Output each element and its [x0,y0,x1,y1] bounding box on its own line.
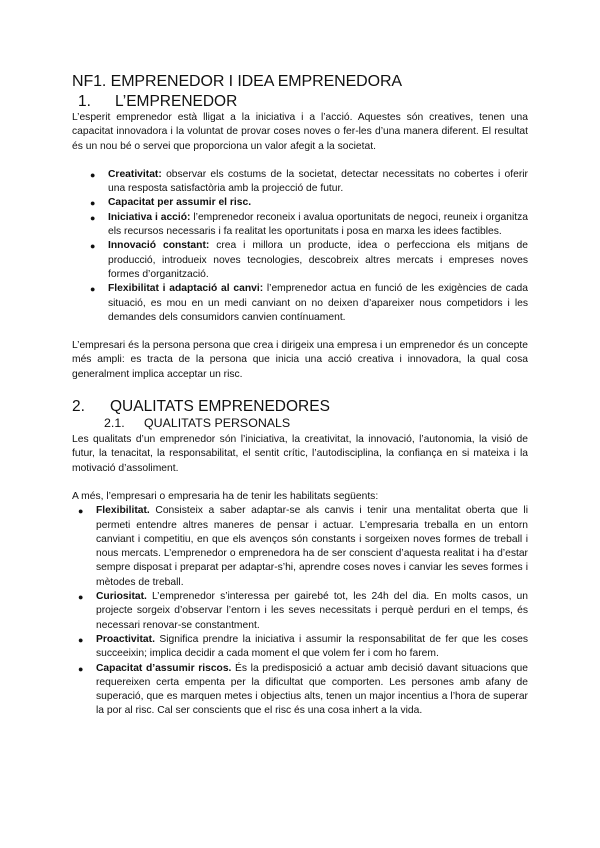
bullet-term: Capacitat d’assumir riscos. [96,662,232,674]
subsection-heading [72,416,528,431]
bullet-text: L’emprenedor s’interessa per gairebé tot, les 24h del dia. En molts casos, un projecte sorgeix d’observar l’entorn i les seves necessitats i perquè perduri en el temps, és necessari renovar-se constantment. [96,591,528,631]
bullet-icon: ● [90,198,96,209]
bullet-icon: ● [78,592,84,603]
bullet-term: Creativitat: [108,168,162,180]
list-item [78,504,528,590]
section2-intro: Les qualitats d’un emprenedor són l’iniciativa, la creativitat, la innovació, l’autonomia, la visió de futur, la tenacitat, la responsabilitat, el sentit crític, l’autodisciplina, la confiança en si mateixa i la motivació d’assoliment. [72,434,528,474]
bullet-icon: ● [90,241,96,252]
section1-closing: L’empresari és la persona persona que crea i dirigeix una empresa i un emprenedor és un concepte més ampli: es tracta de la persona que inicia una acció creativa i innovadora, la qual cosa generalment implica acceptar un risc. [72,340,528,380]
page-title: NF1. EMPRENEDOR I IDEA EMPRENEDORA [72,73,402,90]
bullet-text: Significa prendre la iniciativa i assumir la responsabilitat de fer que les coses succeeixin; implica decidir a cada moment el que volem fer i com ho farem. [96,633,528,660]
section1-title: L’EMPRENEDOR [115,93,238,110]
bullet-icon: ● [90,169,96,180]
list-item [78,633,528,662]
list-item [78,590,528,633]
section2-lead: A més, l’empresari o empresaria ha de tenir les habilitats següents: [72,490,379,502]
bullet-text: l’emprenedor reconeix i avalua oportunitats de negoci, reuneix i organitza els recursos necessaris i fa realitat les oportunitats i posa en marxa les idees factibles. [108,211,528,238]
bullet-icon: ● [78,634,84,645]
bullet-term: Innovació constant: [108,240,210,252]
bullet-text: observar els costums de la societat, detectar necessitats no cobertes i oferir una resposta satisfactòria amb la projecció de futur. [108,168,528,195]
list-item [90,196,528,210]
bullet-text: Consisteix a saber adaptar-se als canvis i tenir una mentalitat oberta que li permeti entendre altres maneres de pensar i actuar. L’empresaria treballa en un entorn canviant i competitiu, en que els avenços són constants i sorgeixen noves formes de treball i nous mercats. L’emprenedor o emprenedora ha de ser conscient d’aquesta realitat i ha d’estar sempre disposat i preparat per adaptar-s’hi, aprendre coses noves i canviar les seves formes i mètodes de treball. [96,505,528,588]
list-item [90,168,528,197]
section1-bullet-list [90,168,529,325]
bullet-icon: ● [90,284,96,295]
bullet-term: Curiositat. [96,591,147,603]
bullet-term: Proactivitat. [96,633,155,645]
bullet-text: l’emprenedor actua en funció de les exigències de cada situació, es mou en un medi canviant on no deixen d’apareixer nous competidors i les demandes dels consumidors canvien contínuament. [108,283,529,323]
section1-intro: L’esperit emprenedor està lligat a la iniciativa i a l’acció. Aquestes són creatives, tenen una capacitat innovadora i la voluntat de provar coses noves o fer-les d’una manera diferent. El resultat és un nou bé o servei que proporciona un valor afegit a la societat. [72,112,528,152]
list-item [78,662,528,719]
bullet-term: Flexibilitat i adaptació al canvi: [108,283,264,295]
section1-heading [72,92,528,111]
bullet-term: Capacitat per assumir el risc. [108,197,252,209]
bullet-text: crea i millora un producte, idea o perfecciona els mitjans de producció, introdueix noves tecnologies, descobreix altres mercats i empreses noves formes d’organització. [108,240,528,280]
section2-title: QUALITATS EMPRENEDORES [110,398,330,416]
subsection-number: 2.1. [104,416,125,431]
subsection-title: QUALITATS PERSONALS [144,416,291,431]
list-item [90,239,528,282]
document-page [72,72,528,719]
bullet-text: És la predisposició a actuar amb decisió davant situacions que requereixen certa empenta per la dificultat que comporten. Les persones amb afany de superació, que es marquen metes i objectius alts, tenen un major incentius a l’hora de superar la por al risc. Cal ser conscients que el risc és una cosa inhert a la vida. [96,662,528,717]
section2-number: 2. [72,398,85,416]
section1-number: 1. [78,93,91,110]
bullet-icon: ● [78,506,84,517]
bullet-icon: ● [90,212,96,223]
list-item [90,282,529,325]
list-item [90,211,528,240]
section2-bullet-list [78,504,528,718]
bullet-term: Iniciativa i acció: [108,211,191,223]
section2-heading [72,397,528,416]
bullet-term: Flexibilitat. [96,505,150,517]
bullet-icon: ● [78,663,84,674]
